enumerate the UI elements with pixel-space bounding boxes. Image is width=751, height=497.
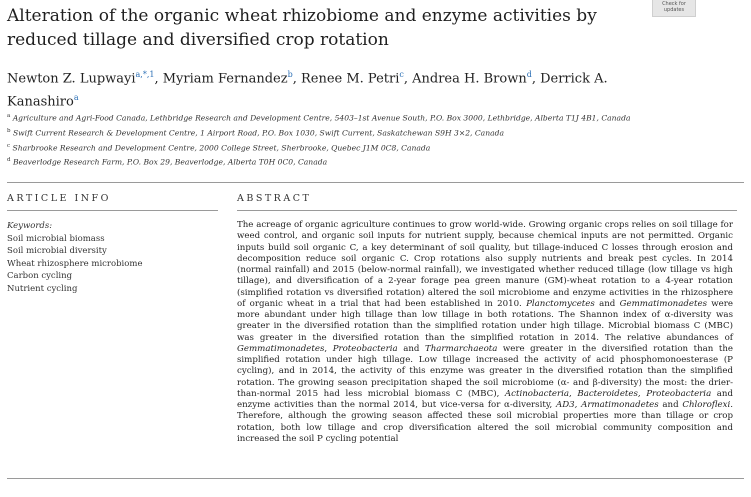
keywords-label: Keywords: bbox=[7, 221, 53, 231]
affiliation-text: Sharbrooke Research and Development Centre, 2000 College Street, Sherbrooke, Quebec J1M 0C8, Canada bbox=[10, 143, 431, 153]
keyword-item: Soil microbial biomass bbox=[7, 234, 105, 244]
keyword-item: Nutrient cycling bbox=[7, 283, 78, 294]
keyword-item: Wheat rhizosphere microbiome bbox=[7, 258, 143, 269]
check-for-updates-badge[interactable] bbox=[652, 0, 696, 17]
divider-bottom bbox=[7, 478, 744, 479]
author-list bbox=[7, 65, 627, 112]
article-title: Alteration of the organic wheat rhizobiome and enzyme activities by reduced tillage and diversified crop rotation bbox=[7, 6, 597, 50]
author-name[interactable]: Derrick A. Kanashiro bbox=[7, 71, 608, 110]
affiliation-text: Beaverlodge Research Farm, P.O. Box 29, Beaverlodge, Alberta T0H 0C0, Canada bbox=[10, 158, 328, 168]
affiliation-text: Agriculture and Agri-Food Canada, Lethbridge Research and Development Centre, 5403–1st Avenue South, P.O. Box 3000, Lethbridge, Alberta T1J 4B1, Canada bbox=[10, 113, 631, 123]
divider-top bbox=[7, 182, 744, 183]
affiliation-item bbox=[7, 110, 707, 125]
abstract-italic-term: Planctomycetes bbox=[526, 298, 595, 309]
affiliation-list bbox=[7, 110, 707, 169]
author-affiliation-marks[interactable]: a,*,1 bbox=[135, 70, 155, 79]
abstract-italic-term: Chloroflexi bbox=[682, 400, 731, 410]
abstract-italic-term: Gemmatimonadetes bbox=[237, 343, 325, 354]
author-separator: , bbox=[403, 71, 413, 87]
abstract-heading: ABSTRACT bbox=[237, 193, 312, 204]
author-affiliation-marks[interactable]: a bbox=[73, 93, 79, 103]
author-name[interactable]: Newton Z. Lupwayi bbox=[7, 71, 136, 87]
abstract-text: and bbox=[397, 343, 425, 354]
affiliation-item bbox=[7, 154, 707, 169]
divider-left bbox=[7, 210, 218, 211]
badge-line-1: Check for bbox=[662, 1, 686, 7]
author-separator: , bbox=[154, 71, 163, 87]
abstract-text: were greater in the diversified rotation than the simplified rotation under high tillage. Low tillage increased the activity of acid phosphomonoesterase (P cycling), and in 2014, the activity of this enzyme was greater in the diversified rotation than the simplified rotation. The growing season precipitation shaped the soil microbiome (α- and β-diversity) the most: the drier-than-normal 2015 had less microbial biomass C (MBC), bbox=[237, 343, 733, 399]
abstract-italic-term: Proteobacteria bbox=[332, 343, 398, 354]
abstract-text: . Therefore, although the growing season affected these soil microbial properties more than tillage or crop rotation, both low tillage and crop diversification altered the soil microbial community composition and increased the soil P cycling potential bbox=[237, 400, 734, 444]
author-affiliation-marks[interactable]: c bbox=[399, 70, 404, 79]
affiliation-mark: a bbox=[7, 113, 11, 119]
abstract-italic-term: Gemmatimonadetes bbox=[619, 298, 708, 309]
affiliation-mark: c bbox=[7, 142, 11, 149]
abstract-text: were more abundant under high tillage than low tillage in both rotations. The Shannon index of α-diversity was greater in the diversified rotation than the simplified rotation under high tillage. Microbial biomass C (MBC) was greater in the diversified rotation than the simplified rotation in 2014. The relative abundances of bbox=[237, 298, 734, 343]
abstract-italic-term: Actinobacteria, Bacteroidetes, Proteobacteria bbox=[504, 388, 712, 399]
abstract-italic-term: Tharmarchaeota bbox=[424, 343, 498, 354]
author-affiliation-marks[interactable]: b bbox=[287, 70, 293, 79]
abstract-text: and enzyme activities than the normal 2014, but vice-versa for α-diversity, bbox=[237, 388, 734, 410]
affiliation-text: Swift Current Research & Development Centre, 1 Airport Road, P.O. Box 1030, Swift Current, Saskatchewan S9H 3×2, Canada bbox=[10, 128, 505, 138]
abstract-body bbox=[237, 220, 733, 445]
affiliation-mark: d bbox=[7, 157, 11, 164]
author-affiliation-marks[interactable]: d bbox=[526, 70, 532, 79]
author-separator: , bbox=[292, 71, 301, 87]
divider-right bbox=[237, 210, 737, 211]
badge-line-2: updates bbox=[663, 6, 685, 13]
author-name[interactable]: Myriam Fernandez bbox=[162, 71, 288, 87]
abstract-text: and bbox=[658, 400, 683, 410]
author-name[interactable]: Andrea H. Brown bbox=[412, 71, 527, 87]
abstract-text: and bbox=[594, 298, 620, 309]
article-info-heading: ARTICLE INFO bbox=[7, 193, 111, 204]
author-name[interactable]: Renee M. Petri bbox=[300, 71, 400, 87]
keyword-item: Soil microbial diversity bbox=[7, 246, 107, 257]
keyword-list bbox=[7, 233, 207, 295]
affiliation-mark: b bbox=[7, 127, 11, 134]
abstract-text: The acreage of organic agriculture continues to grow world-wide. Growing organic crops relies on soil tillage for weed control, and organic soil inputs for nutrient supply, because chemical inputs are not permitted. Organic inputs build soil organic C, a key determinant of soil quality, but tillage-induced C losses through erosion and decomposition reduce soil organic C. Crop rotations also supply nutrients and break pest cycles. In 2014 (normal rainfall) and 2015 (below-normal rainfall), we investigated whether reduced tillage (low tillage vs high tillage), and diversification of a 2-year forage pea green manure (GM)-wheat rotation to a 4-year rotation (simplified rotation vs diversified rotation) altered the soil microbiome and enzyme activities in the rhizosphere of organic wheat in a trial that had been established in 2010. bbox=[237, 220, 733, 309]
affiliation-item bbox=[7, 125, 707, 140]
author-separator: , bbox=[531, 71, 541, 87]
affiliation-item bbox=[7, 140, 707, 155]
abstract-italic-term: AD3, Armatimonadetes bbox=[556, 400, 659, 410]
keyword-item: Carbon cycling bbox=[7, 271, 73, 282]
abstract-text: , bbox=[324, 343, 333, 354]
